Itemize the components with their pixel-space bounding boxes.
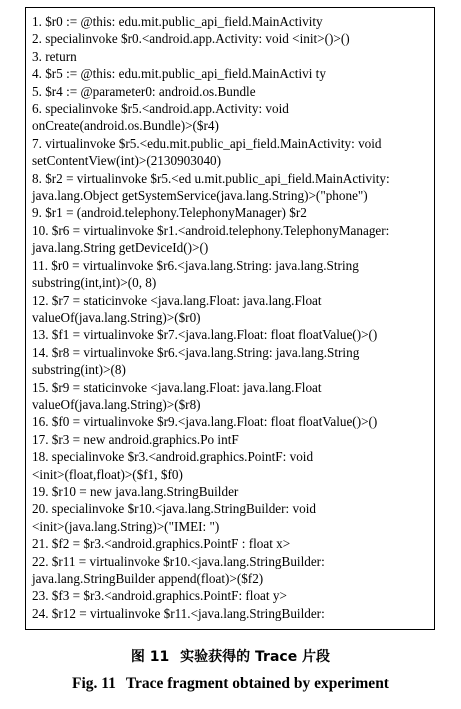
figure-caption-chinese [0,646,461,666]
code-line: 22. $r11 = virtualinvoke $r10.<java.lang.StringBuilder: [32,553,325,569]
code-line: 5. $r4 := @parameter0: android.os.Bundle [32,83,256,99]
code-line: valueOf(java.lang.String)>($r8) [32,396,201,412]
code-line: 15. $r9 = staticinvoke <java.lang.Float: java.lang.Float [32,379,322,395]
figure-caption-english [0,675,461,693]
code-line: 1. $r0 := @this: edu.mit.public_api_field.MainActivity [32,14,323,29]
figure-title-cn: 实验获得的 Trace 片段 [180,649,331,665]
code-line: <init>(float,float)>($f1, $f0) [32,466,183,482]
code-line: 10. $r6 = virtualinvoke $r1.<android.telephony.TelephonyManager: [32,222,390,238]
code-line: 19. $r10 = new java.lang.StringBuilder [32,483,239,499]
trace-code-box [25,7,435,630]
code-line: 7. virtualinvoke $r5.<edu.mit.public_api_field.MainActivity: void [32,135,382,151]
code-line: 9. $r1 = (android.telephony.TelephonyManager) $r2 [32,205,307,221]
code-line: 18. specialinvoke $r3.<android.graphics.PointF: void [32,449,314,465]
code-line: valueOf(java.lang.String)>($r0) [32,309,201,325]
code-line: setContentView(int)>(2130903040) [32,153,222,169]
code-line: substring(int)>(8) [32,362,126,378]
figure-number-cn: 图 11 [130,649,170,665]
code-line: 4. $r5 := @this: edu.mit.public_api_field.MainActivi ty [32,66,326,82]
code-line: java.lang.StringBuilder append(float)>($f2) [32,571,264,586]
code-line: 13. $f1 = virtualinvoke $r7.<java.lang.Float: float floatValue()>() [32,327,378,343]
code-line: java.lang.String getDeviceId()>() [32,240,209,256]
code-line: java.lang.Object getSystemService(java.lang.String)>("phone") [32,188,368,204]
code-line: substring(int,int)>(0, 8) [32,275,157,291]
code-line: 12. $r7 = staticinvoke <java.lang.Float: java.lang.Float [32,292,322,308]
code-line: 21. $f2 = $r3.<android.graphics.PointF : float x> [32,536,291,552]
code-line: 23. $f3 = $r3.<android.graphics.PointF: float y> [32,588,287,604]
code-line: 16. $f0 = virtualinvoke $r9.<java.lang.Float: float floatValue()>() [32,414,378,430]
code-line: 3. return [32,48,77,64]
code-line: 8. $r2 = virtualinvoke $r5.<ed u.mit.public_api_field.MainActivity: [32,170,390,186]
code-line: 17. $r3 = new android.graphics.Po intF [32,431,239,447]
code-line: 24. $r12 = virtualinvoke $r11.<java.lang.StringBuilder: [32,605,325,621]
figure-number-en: Fig. 11 [72,675,116,692]
code-line: 2. specialinvoke $r0.<android.app.Activity: void <init>()>() [32,31,350,47]
code-line: onCreate(android.os.Bundle)>($r4) [32,118,219,134]
code-line: 20. specialinvoke $r10.<java.lang.StringBuilder: void [32,501,316,517]
figure-title-en: Trace fragment obtained by experiment [125,675,389,692]
code-line: 14. $r8 = virtualinvoke $r6.<java.lang.String: java.lang.String [32,344,360,360]
code-line: <init>(java.lang.String)>("IMEI: ") [32,518,220,534]
code-line: 6. specialinvoke $r5.<android.app.Activity: void [32,101,289,117]
code-line: 11. $r0 = virtualinvoke $r6.<java.lang.String: java.lang.String [32,257,359,273]
